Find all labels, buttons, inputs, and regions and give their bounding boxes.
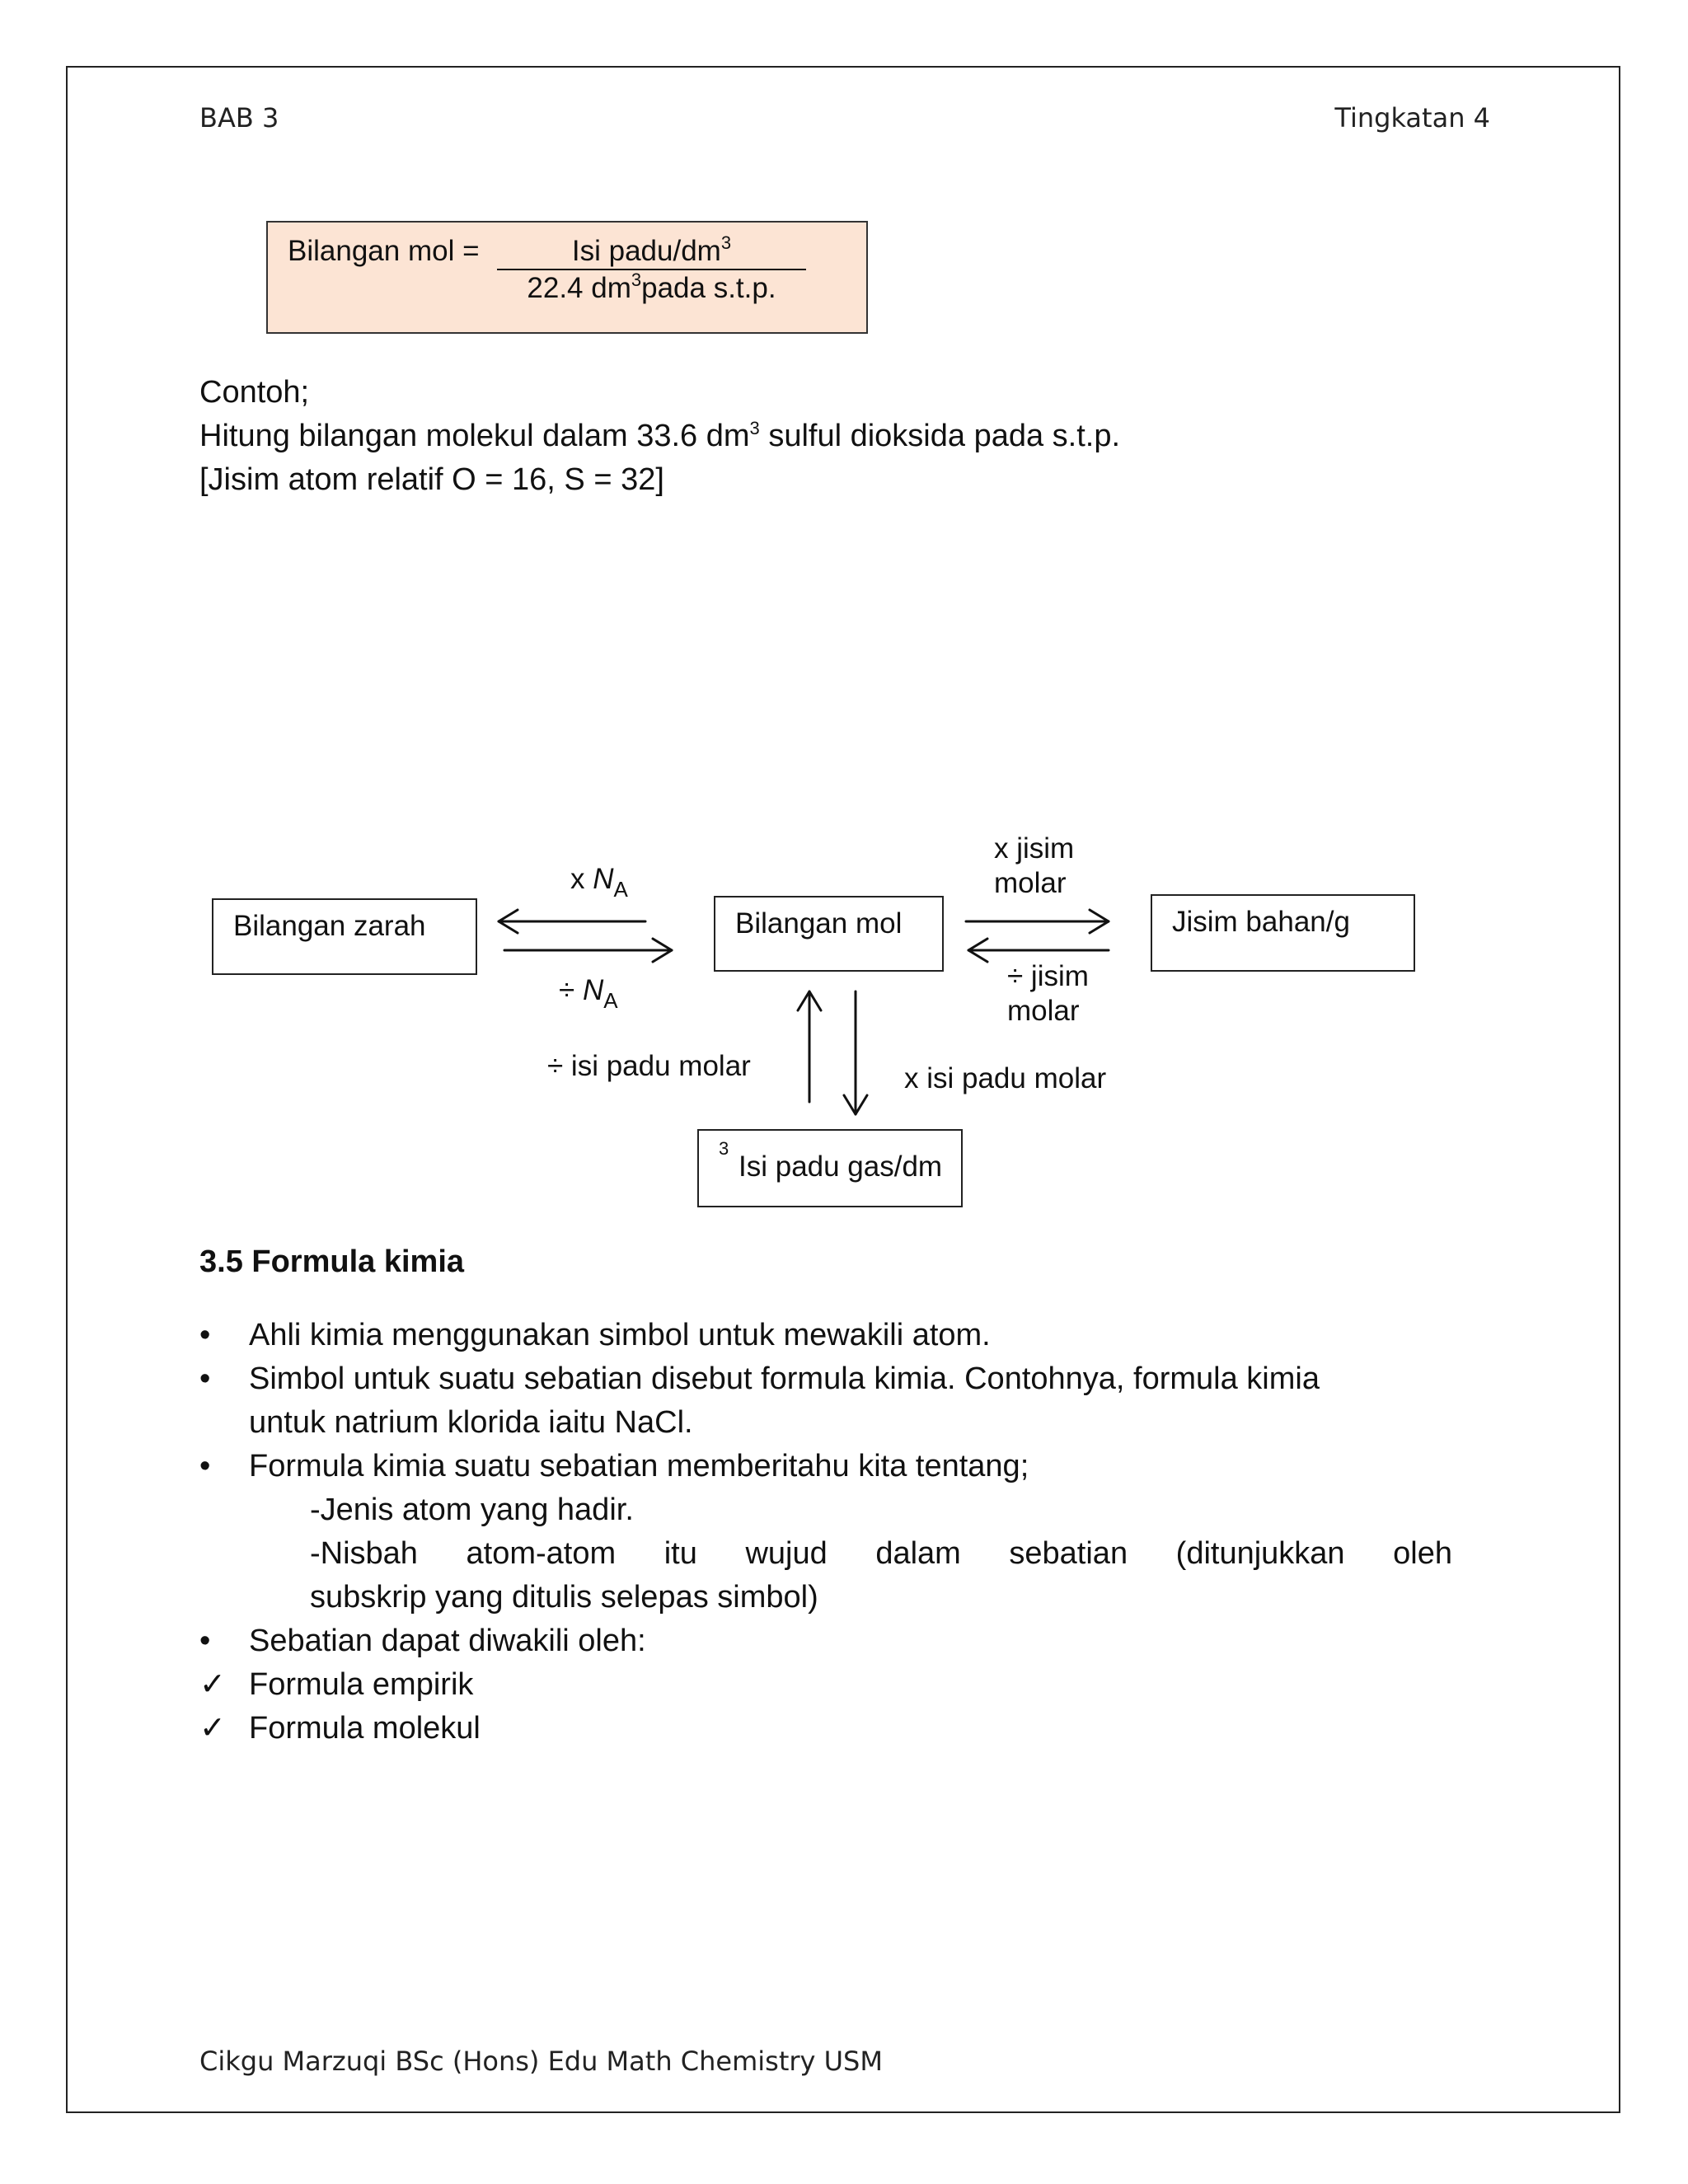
footer-author: Cikgu Marzuqi BSc (Hons) Edu Math Chemistry USM: [199, 2046, 883, 2077]
list-item: • Sebatian dapat diwakili oleh:: [199, 1619, 1452, 1663]
box-volume-of-gas: Isi padu gas/dm $^3$: [697, 1129, 963, 1207]
list-item-continuation: untuk natrium klorida iaitu NaCl.: [249, 1405, 693, 1440]
label-divide-avogadro: ÷ $N_A$: [559, 974, 618, 1013]
example-atomic-mass-data: [Jisim atom relatif O = 16, S = 32]: [199, 462, 664, 497]
formula-denominator: 22.4 $dm^3pada$ s.t.p.: [527, 269, 776, 304]
formula-numerator: Isi padu/$dm^3$: [571, 232, 732, 267]
label-multiply-avogadro: x $N_A$: [570, 863, 628, 902]
list-item: • Simbol untuk suatu sebatian disebut formula kimia. Contohnya, formula kimia: [199, 1357, 1452, 1401]
box-number-of-mol: Bilangan mol: [714, 896, 944, 972]
section-title: 3.5 Formula kimia: [199, 1244, 465, 1279]
list-item: • Ahli kimia menggunakan simbol untuk mewakili atom.: [199, 1314, 1452, 1357]
checkmark-icon: ✓: [199, 1711, 226, 1746]
header-form-level: Tingkatan 4: [1334, 102, 1490, 134]
label-divide-molar-mass: ÷ jisim molar: [1007, 960, 1089, 1027]
sub-item: -Nisbah atom-atom itu wujud dalam sebatian (ditunjukkan oleh: [310, 1536, 1452, 1571]
label-divide-molar-volume: ÷ isi padu molar: [547, 1050, 751, 1082]
label-multiply-molar-volume: x isi padu molar: [904, 1062, 1107, 1094]
sub-item-continuation: subskrip yang ditulis selepas simbol): [310, 1580, 818, 1615]
example-title: Contoh;: [199, 375, 310, 410]
label-multiply-molar-mass: x jisim molar: [994, 832, 1075, 899]
bullet-icon: •: [199, 1318, 211, 1352]
box-number-of-particles: Bilangan zarah: [212, 898, 477, 975]
fraction-bar: [497, 269, 806, 270]
bullet-icon: •: [199, 1449, 211, 1483]
example-question-text: Hitung bilangan molekul dalam 33.6 $dm^3$ sulful dioksida pada s.t.p.: [199, 418, 1121, 453]
sub-item: -Jenis atom yang hadir.: [310, 1493, 634, 1527]
formula-label: Bilangan mol =: [288, 235, 480, 267]
check-item: ✓ Formula empirik: [199, 1663, 1452, 1707]
bullet-icon: •: [199, 1624, 211, 1658]
check-item: ✓ Formula molekul: [199, 1707, 1452, 1750]
box-mass-of-substance: Jisim bahan/g: [1151, 894, 1415, 972]
bullet-icon: •: [199, 1361, 211, 1396]
list-item: • Formula kimia suatu sebatian memberitahu kita tentang;: [199, 1445, 1452, 1488]
header-chapter: BAB 3: [199, 102, 279, 134]
mol-volume-formula-box: [266, 221, 868, 334]
chemical-formula-list: [199, 1314, 1452, 1750]
example-question: [199, 371, 1120, 502]
checkmark-icon: ✓: [199, 1667, 226, 1702]
